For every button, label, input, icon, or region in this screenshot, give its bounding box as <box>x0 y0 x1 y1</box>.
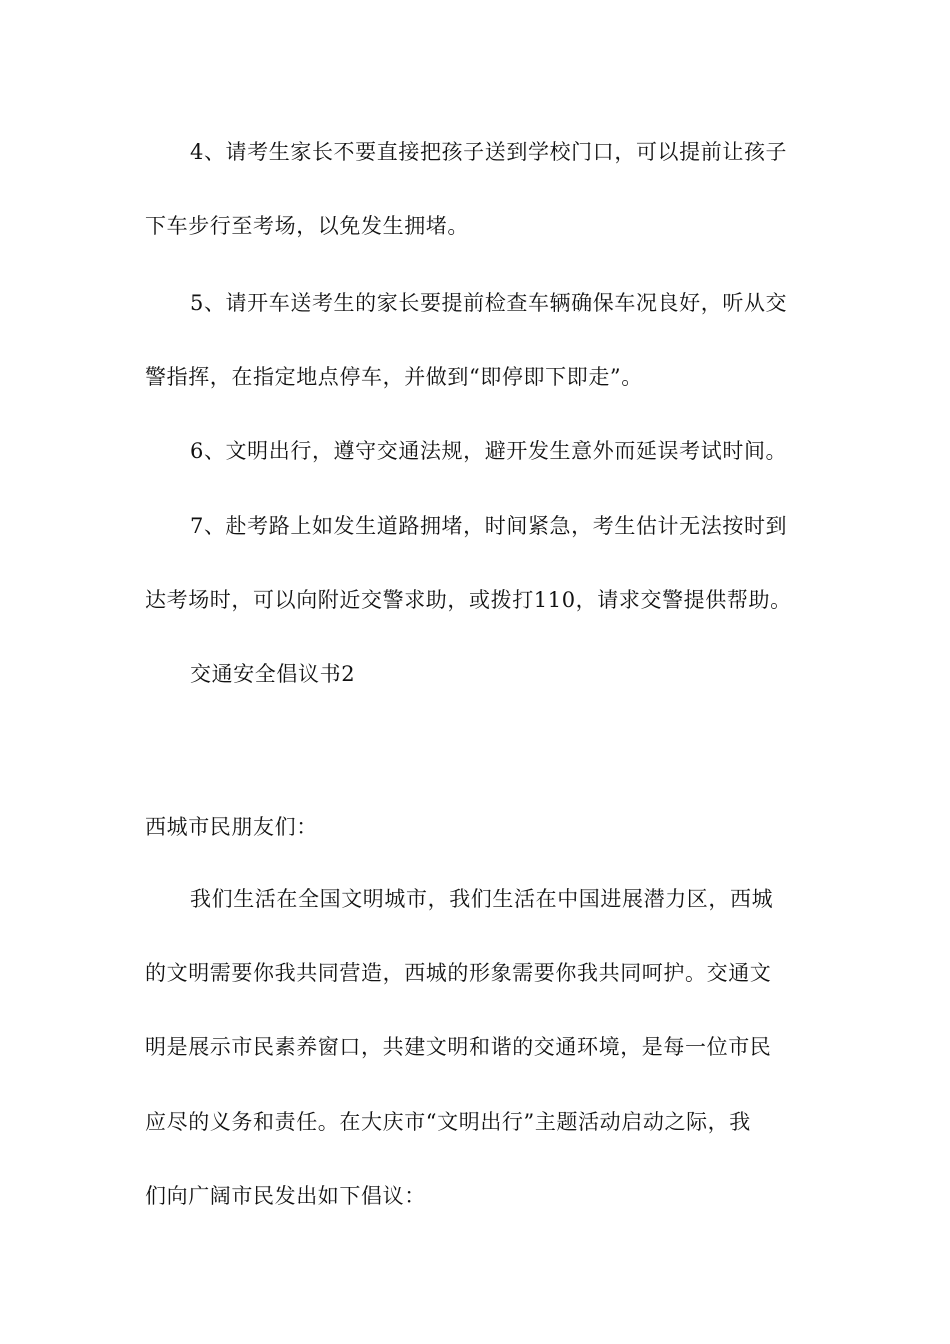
paragraph-item-4-line-2: 下车步行至考场，以免发生拥堵。 <box>145 214 469 238</box>
paragraph-item-5-line-2: 警指挥，在指定地点停车，并做到“即停即下即走”。 <box>145 365 643 389</box>
salutation: 西城市民朋友们： <box>145 815 318 839</box>
body-paragraph-line-4: 应尽的义务和责任。在大庆市“文明出行”主题活动启动之际，我 <box>145 1110 751 1134</box>
body-paragraph-line-3: 明是展示市民素养窗口，共建文明和谐的交通环境，是每一位市民 <box>145 1035 772 1059</box>
paragraph-item-7-line-2: 达考场时，可以向附近交警求助，或拨打110，请求交警提供帮助。 <box>145 588 792 612</box>
paragraph-item-7-line-1: 7、赴考路上如发生道路拥堵，时间紧急，考生估计无法按时到 <box>190 514 788 538</box>
paragraph-item-5-line-1: 5、请开车送考生的家长要提前检查车辆确保车况良好，听从交 <box>190 291 788 315</box>
body-paragraph-line-1: 我们生活在全国文明城市，我们生活在中国进展潜力区，西城 <box>190 887 774 911</box>
paragraph-item-6: 6、文明出行，遵守交通法规，避开发生意外而延误考试时间。 <box>190 439 788 463</box>
body-paragraph-line-2: 的文明需要你我共同营造，西城的形象需要你我共同呵护。交通文 <box>145 961 772 985</box>
body-paragraph-line-5: 们向广阔市民发出如下倡议： <box>145 1184 426 1208</box>
paragraph-item-4-line-1: 4、请考生家长不要直接把孩子送到学校门口，可以提前让孩子 <box>190 140 788 164</box>
section-heading: 交通安全倡议书2 <box>190 662 356 686</box>
